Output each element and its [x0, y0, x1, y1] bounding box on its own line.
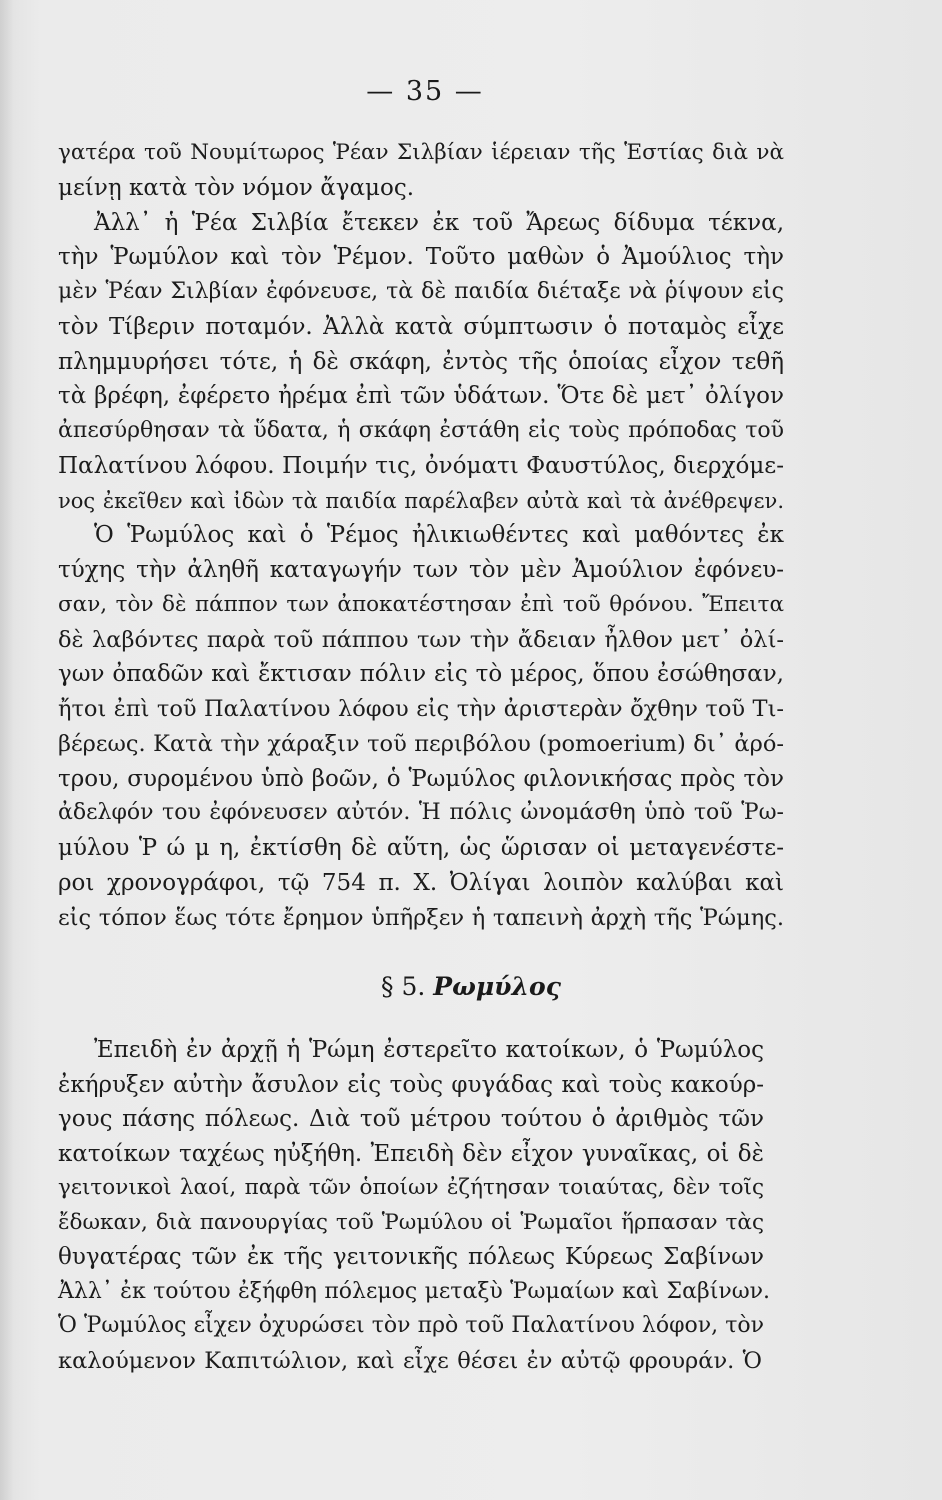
- text-line: ἐκήρυξεν αὐτὴν ἄσυλον εἰς τοὺς φυγάδας καὶ τοὺς κακούρ-: [58, 1071, 764, 1098]
- text-line: γειτονικοὶ λαοί, παρὰ τῶν ὁποίων ἐζήτησαν τοιαύτας, δὲν τοῖς: [58, 1175, 764, 1200]
- text-line: γους πάσης πόλεως. Διὰ τοῦ μέτρου τούτου ὁ ἀριθμὸς τῶν: [58, 1106, 764, 1132]
- text-line: ροι χρονογράφοι, τῷ 754 π. Χ. Ὀλίγαι λοιπὸν καλύβαι καὶ: [58, 869, 784, 896]
- text-line: θυγατέρας τῶν ἐκ τῆς γειτονικῆς πόλεως Κύρεως Σαβίνων: [58, 1244, 764, 1270]
- text-line: Ἀλλ᾽ ἡ Ῥέα Σιλβία ἔτεκεν ἐκ τοῦ Ἄρεως δίδυμα τέκνα,: [94, 209, 784, 236]
- text-line: Παλατίνου λόφου. Ποιμήν τις, ὀνόματι Φαυστύλος, διερχόμε-: [58, 452, 784, 479]
- text-line: καλούμενον Καπιτώλιον, καὶ εἶχε θέσει ἐν αὐτῷ φρουράν. Ὁ: [58, 1347, 762, 1374]
- text-line: Ἀλλ᾽ ἐκ τούτου ἐξήφθη πόλεμος μεταξὺ Ῥωμαίων καὶ Σαβίνων.: [58, 1278, 770, 1304]
- section-number: 5.: [401, 972, 426, 1001]
- text-line: βέρεως. Κατὰ τὴν χάραξιν τοῦ περιβόλου (pomoerium) δι᾽ ἀρό-: [58, 730, 784, 757]
- text-line: κατοίκων ταχέως ηὐξήθη. Ἐπειδὴ δὲν εἶχον γυναῖκας, οἱ δὲ: [58, 1140, 764, 1167]
- text-line: νος ἐκεῖθεν καὶ ἰδὼν τὰ παιδία παρέλαβεν αὐτὰ καὶ τὰ ἀνέθρεψεν.: [58, 488, 784, 513]
- text-line: τὰ βρέφη, ἐφέρετο ἠρέμα ἐπὶ τῶν ὑδάτων. Ὅτε δὲ μετ᾽ ὀλίγον: [58, 383, 784, 410]
- text-line: ἀδελφόν του ἐφόνευσεν αὐτόν. Ἡ πόλις ὠνομάσθη ὑπὸ τοῦ Ῥω-: [58, 800, 784, 826]
- text-line: τρου, συρομένου ὑπὸ βοῶν, ὁ Ῥωμύλος φιλονικήσας πρὸς τὸν: [58, 765, 784, 792]
- text-line: Ἐπειδὴ ἐν ἀρχῇ ἡ Ῥώμη ἐστερεῖτο κατοίκων, ὁ Ῥωμύλος: [94, 1037, 764, 1063]
- text-line: πλημμυρήσει τότε, ἡ δὲ σκάφη, ἐντὸς τῆς ὁποίας εἶχον τεθῆ: [58, 348, 784, 375]
- text-line: μὲν Ῥέαν Σιλβίαν ἐφόνευσε, τὰ δὲ παιδία διέταξε νὰ ῥίψουν εἰς: [58, 279, 784, 304]
- text-line: Ὁ Ῥωμύλος εἶχεν ὀχυρώσει τὸν πρὸ τοῦ Παλατίνου λόφον, τὸν: [58, 1313, 764, 1338]
- text-line: μείνῃ κατὰ τὸν νόμον ἄγαμος.: [58, 174, 415, 201]
- text-line: εἰς τόπον ἕως τότε ἔρημον ὑπῆρξεν ἡ ταπεινὴ ἀρχὴ τῆς Ῥώμης.: [58, 904, 784, 931]
- text-line: τὴν Ῥωμύλον καὶ τὸν Ῥέμον. Τοῦτο μαθὼν ὁ Ἀμούλιος τὴν: [58, 244, 784, 271]
- text-line: τύχης τὴν ἀληθῆ καταγωγήν των τὸν μὲν Ἀμούλιον ἐφόνευ-: [58, 557, 784, 583]
- text-line: δὲ λαβόντες παρὰ τοῦ πάππου των τὴν ἄδειαν ἦλθον μετ᾽ ὀλί-: [58, 626, 784, 653]
- page-number: — 35 —: [366, 76, 484, 107]
- text-line: γατέρα τοῦ Νουμίτωρος Ῥέαν Σιλβίαν ἱέρειαν τῆς Ἑστίας διὰ νὰ: [58, 140, 784, 165]
- text-line: σαν, τὸν δὲ πάππον των ἀποκατέστησαν ἐπὶ τοῦ θρόνου. Ἔπειτα: [58, 591, 784, 617]
- text-line: ἤτοι ἐπὶ τοῦ Παλατίνου λόφου εἰς τὴν ἀριστερὰν ὄχθην τοῦ Τι-: [58, 696, 784, 722]
- text-line: τὸν Τίβεριν ποταμόν. Ἀλλὰ κατὰ σύμπτωσιν ὁ ποταμὸς εἶχε: [58, 313, 784, 340]
- text-line: Ὁ Ῥωμύλος καὶ ὁ Ῥέμος ἠλικιωθέντες καὶ μαθόντες ἐκ: [94, 522, 784, 549]
- text-line: γων ὀπαδῶν καὶ ἔκτισαν πόλιν εἰς τὸ μέρος, ὅπου ἐσώθησαν,: [58, 661, 784, 688]
- text-line: μύλου Ῥ ώ μ η, ἐκτίσθη δὲ αὕτη, ὡς ὥρισαν οἱ μεταγενέστε-: [58, 835, 784, 861]
- text-line: ἀπεσύρθησαν τὰ ὕδατα, ἡ σκάφη ἐστάθη εἰς τοὺς πρόποδας τοῦ: [58, 418, 784, 443]
- section-symbol: §: [381, 972, 394, 1001]
- section-title: Ρωμύλος: [433, 972, 561, 1001]
- text-line: ἔδωκαν, διὰ πανουργίας τοῦ Ῥωμύλου οἱ Ῥωμαῖοι ἥρπασαν τὰς: [58, 1209, 764, 1235]
- section-heading: [0, 972, 942, 1001]
